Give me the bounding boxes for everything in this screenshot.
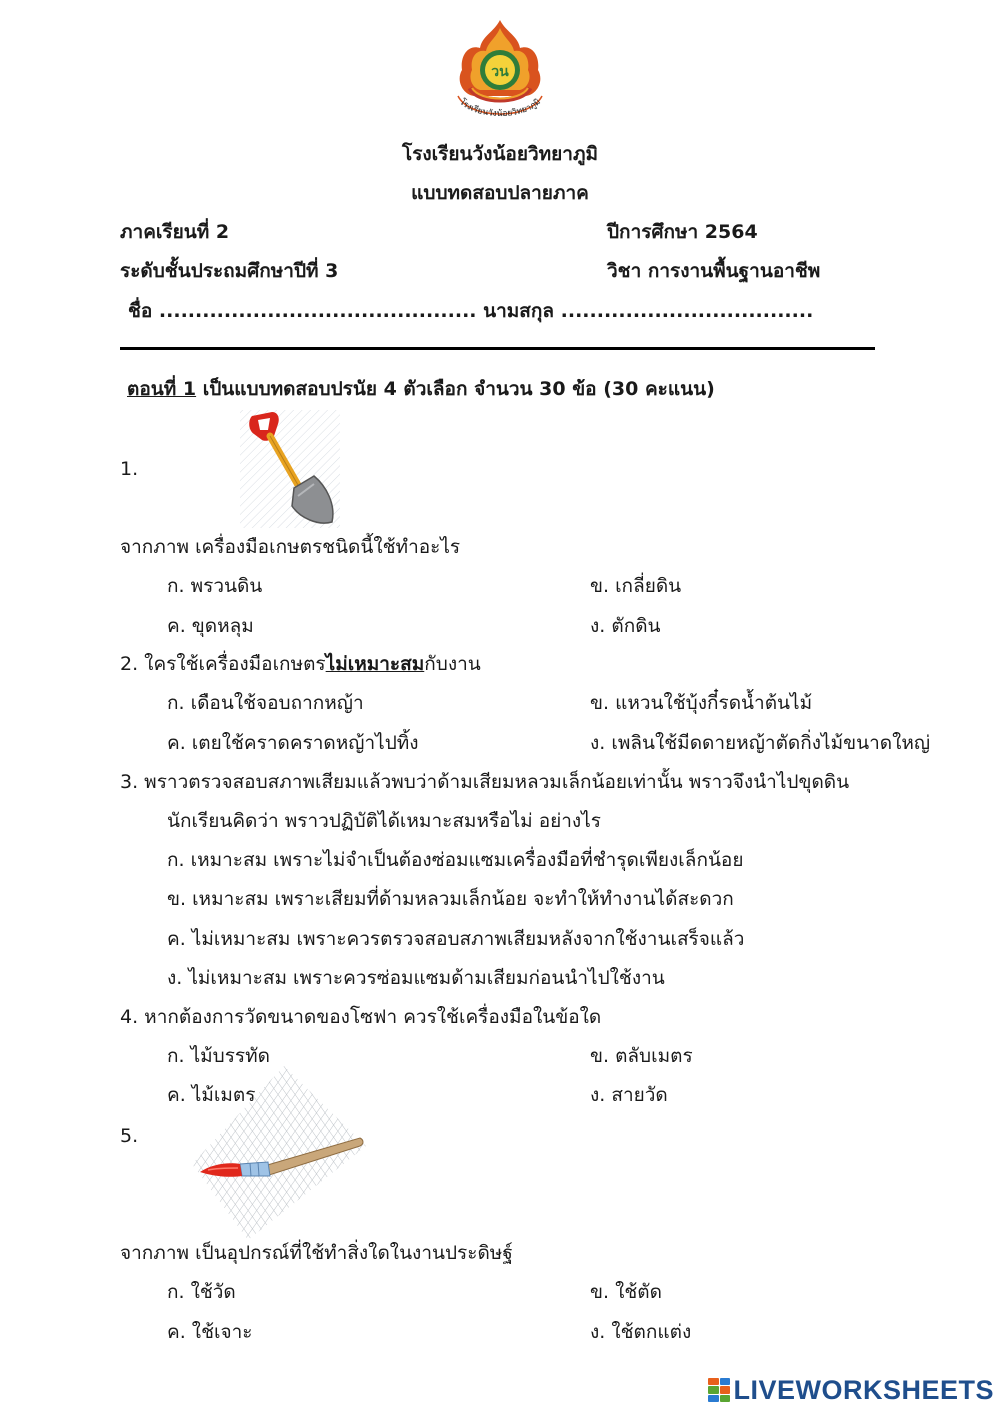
- student-name-line: ชื่อ ............................................ นามสกุล ...................................: [128, 300, 814, 322]
- school-logo: [448, 18, 552, 124]
- grade-level-label: ระดับชั้นประถมศึกษาปีที่ 3: [120, 260, 339, 282]
- part-label: ตอนที่ 1: [127, 378, 197, 400]
- q4-choice-b[interactable]: ข. ตลับเมตร: [590, 1045, 693, 1067]
- q1-choice-d[interactable]: ง. ตักดิน: [590, 615, 661, 637]
- exam-title: แบบทดสอบปลายภาค: [411, 182, 589, 204]
- q5-choice-b[interactable]: ข. ใช้ตัด: [590, 1281, 662, 1303]
- liveworksheets-icon: [708, 1378, 730, 1402]
- question-5-number: 5.: [120, 1125, 139, 1147]
- q1-choice-c[interactable]: ค. ขุดหลุม: [167, 615, 254, 637]
- q2-choice-a[interactable]: ก. เดือนใช้จอบถากหญ้า: [167, 692, 364, 714]
- q2-choice-d[interactable]: ง. เพลินใช้มีดดายหญ้าตัดกิ่งไม้ขนาดใหญ่: [590, 732, 931, 754]
- q2-choice-c[interactable]: ค. เตยใช้คราดคราดหญ้าไปทิ้ง: [167, 732, 419, 754]
- part-description: เป็นแบบทดสอบปรนัย 4 ตัวเลือก จำนวน 30 ข้อ (30 คะแนน): [196, 378, 715, 400]
- question-3-text-line2: นักเรียนคิดว่า พราวปฏิบัติได้เหมาะสมหรือไม่ อย่างไร: [167, 810, 601, 832]
- q3-choice-c[interactable]: ค. ไม่เหมาะสม เพราะควรตรวจสอบสภาพเสียมหลังจากใช้งานเสร็จแล้ว: [167, 928, 745, 950]
- question-3-text-line1: 3. พราวตรวจสอบสภาพเสียมแล้วพบว่าด้ามเสียมหลวมเล็กน้อยเท่านั้น พราวจึงนำไปขุดดิน: [120, 771, 850, 793]
- q1-choice-a[interactable]: ก. พรวนดิน: [167, 575, 263, 597]
- shovel-image: [238, 406, 342, 530]
- academic-year-label: ปีการศึกษา 2564: [607, 221, 758, 243]
- question-2-text-end: กับงาน: [424, 653, 481, 675]
- q3-choice-d[interactable]: ง. ไม่เหมาะสม เพราะควรซ่อมแซมด้ามเสียมก่อนนำไปใช้งาน: [167, 967, 665, 989]
- svg-text:โรงเรียนวังน้อยวิทยาภูมิ: โรงเรียนวังน้อยวิทยาภูมิ: [457, 97, 543, 120]
- q3-choice-b[interactable]: ข. เหมาะสม เพราะเสียมที่ด้ามหลวมเล็กน้อย จะทำให้ทำงานได้สะดวก: [167, 888, 734, 910]
- q5-choice-d[interactable]: ง. ใช้ตกแต่ง: [590, 1321, 692, 1343]
- q4-choice-d[interactable]: ง. สายวัด: [590, 1084, 668, 1106]
- subject-label: วิชา การงานพื้นฐานอาชีพ: [607, 260, 821, 282]
- liveworksheets-logo[interactable]: [708, 1375, 994, 1405]
- question-1-text: จากภาพ เครื่องมือเกษตรชนิดนี้ใช้ทำอะไร: [120, 536, 461, 558]
- q5-choice-a[interactable]: ก. ใช้วัด: [167, 1281, 236, 1303]
- q4-choice-a[interactable]: ก. ไม้บรรทัด: [167, 1045, 270, 1067]
- question-2-text-start: 2. ใครใช้เครื่องมือเกษตร: [120, 653, 326, 675]
- header-divider: [120, 347, 875, 350]
- school-name: โรงเรียนวังน้อยวิทยาภูมิ: [401, 143, 599, 165]
- question-2-emphasis: ไม่เหมาะสม: [325, 653, 425, 675]
- q5-choice-c[interactable]: ค. ใช้เจาะ: [167, 1321, 253, 1343]
- q2-choice-b[interactable]: ข. แหวนใช้บุ้งกี๋รดน้ำต้นไม้: [590, 692, 813, 714]
- part-heading: [127, 377, 715, 401]
- q1-choice-b[interactable]: ข. เกลี่ยดิน: [590, 575, 682, 597]
- q3-choice-a[interactable]: ก. เหมาะสม เพราะไม่จำเป็นต้องซ่อมแซมเครื่องมือที่ชำรุดเพียงเล็กน้อย: [167, 849, 744, 871]
- question-4-text: 4. หากต้องการวัดขนาดของโซฟา ควรใช้เครื่องมือในข้อใด: [120, 1006, 602, 1028]
- question-2-text: [120, 652, 481, 676]
- svg-text:วน: วน: [491, 64, 509, 80]
- question-5-text: จากภาพ เป็นอุปกรณ์ที่ใช้ทำสิ่งใดในงานประดิษฐ์: [120, 1242, 513, 1264]
- semester-label: ภาคเรียนที่ 2: [120, 221, 230, 243]
- liveworksheets-brand: LIVEWORKSHEETS: [733, 1374, 994, 1405]
- question-1-number: 1.: [120, 458, 139, 480]
- q4-choice-c[interactable]: ค. ไม้เมตร: [167, 1084, 256, 1106]
